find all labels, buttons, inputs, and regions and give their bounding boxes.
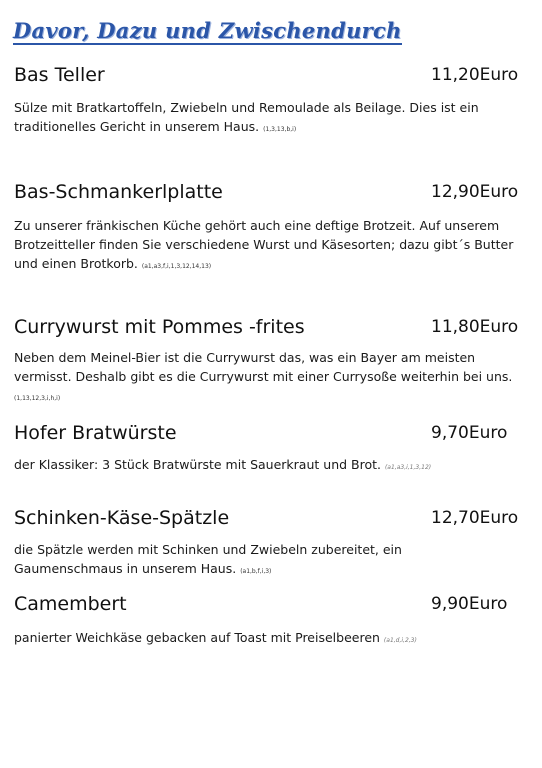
item-description [14,540,514,581]
item-name: Camembert [14,593,127,615]
item-description [14,98,514,139]
item-description-text: der Klassiker: 3 Stück Bratwürste mit Sauerkraut und Brot. [14,457,381,472]
item-description-text: Zu unserer fränkischen Küche gehört auch eine deftige Brotzeit. Auf unserem Brotzeitteller finden Sie verschiedene Wurst und Käsesorten; dazu gibt´s Butter und einen Brotkorb. [14,218,514,271]
item-allergens: (a1,a3,f,i,1,3,12,14,13) [141,263,212,270]
item-allergens: (1,3,13,b,i) [263,126,297,133]
item-description [14,348,514,408]
item-name: Currywurst mit Pommes -frites [14,316,305,338]
item-name: Bas Teller [14,64,105,86]
item-name: Schinken-Käse-Spätzle [14,507,230,529]
page-title: Davor, Dazu und Zwischendurch [13,18,402,43]
item-allergens: (a1,d,i,2,3) [383,637,417,644]
item-allergens: (a1,b,f,i,3) [240,568,272,575]
item-allergens: (1,13,12,3,i,h,i) [14,395,61,402]
item-description [14,216,514,276]
item-description-text: Sülze mit Bratkartoffeln, Zwiebeln und Remoulade als Beilage. Dies ist ein traditionelles Gericht in unserem Haus. [14,100,479,134]
item-allergens: (a1,a3,i,1,3,12) [384,464,432,471]
item-name: Hofer Bratwürste [14,422,177,444]
item-price: 11,20Euro [431,65,519,85]
item-price: 12,90Euro [431,182,519,202]
item-description-text: panierter Weichkäse gebacken auf Toast mit Preiselbeeren [14,630,380,645]
item-description [14,628,514,650]
item-price: 12,70Euro [431,508,519,528]
item-description-text: die Spätzle werden mit Schinken und Zwiebeln zubereitet, ein Gaumenschmaus in unserem Haus. [14,542,402,576]
item-price: 9,90Euro [431,594,508,614]
item-description-text: Neben dem Meinel-Bier ist die Currywurst das, was ein Bayer am meisten vermisst. Deshalb gibt es die Currywurst mit einer Currysoße weiterhin bei uns. [14,350,513,384]
item-description [14,455,514,477]
item-price: 11,80Euro [431,317,519,337]
item-price: 9,70Euro [431,423,508,443]
item-name: Bas-Schmankerlplatte [14,181,223,203]
